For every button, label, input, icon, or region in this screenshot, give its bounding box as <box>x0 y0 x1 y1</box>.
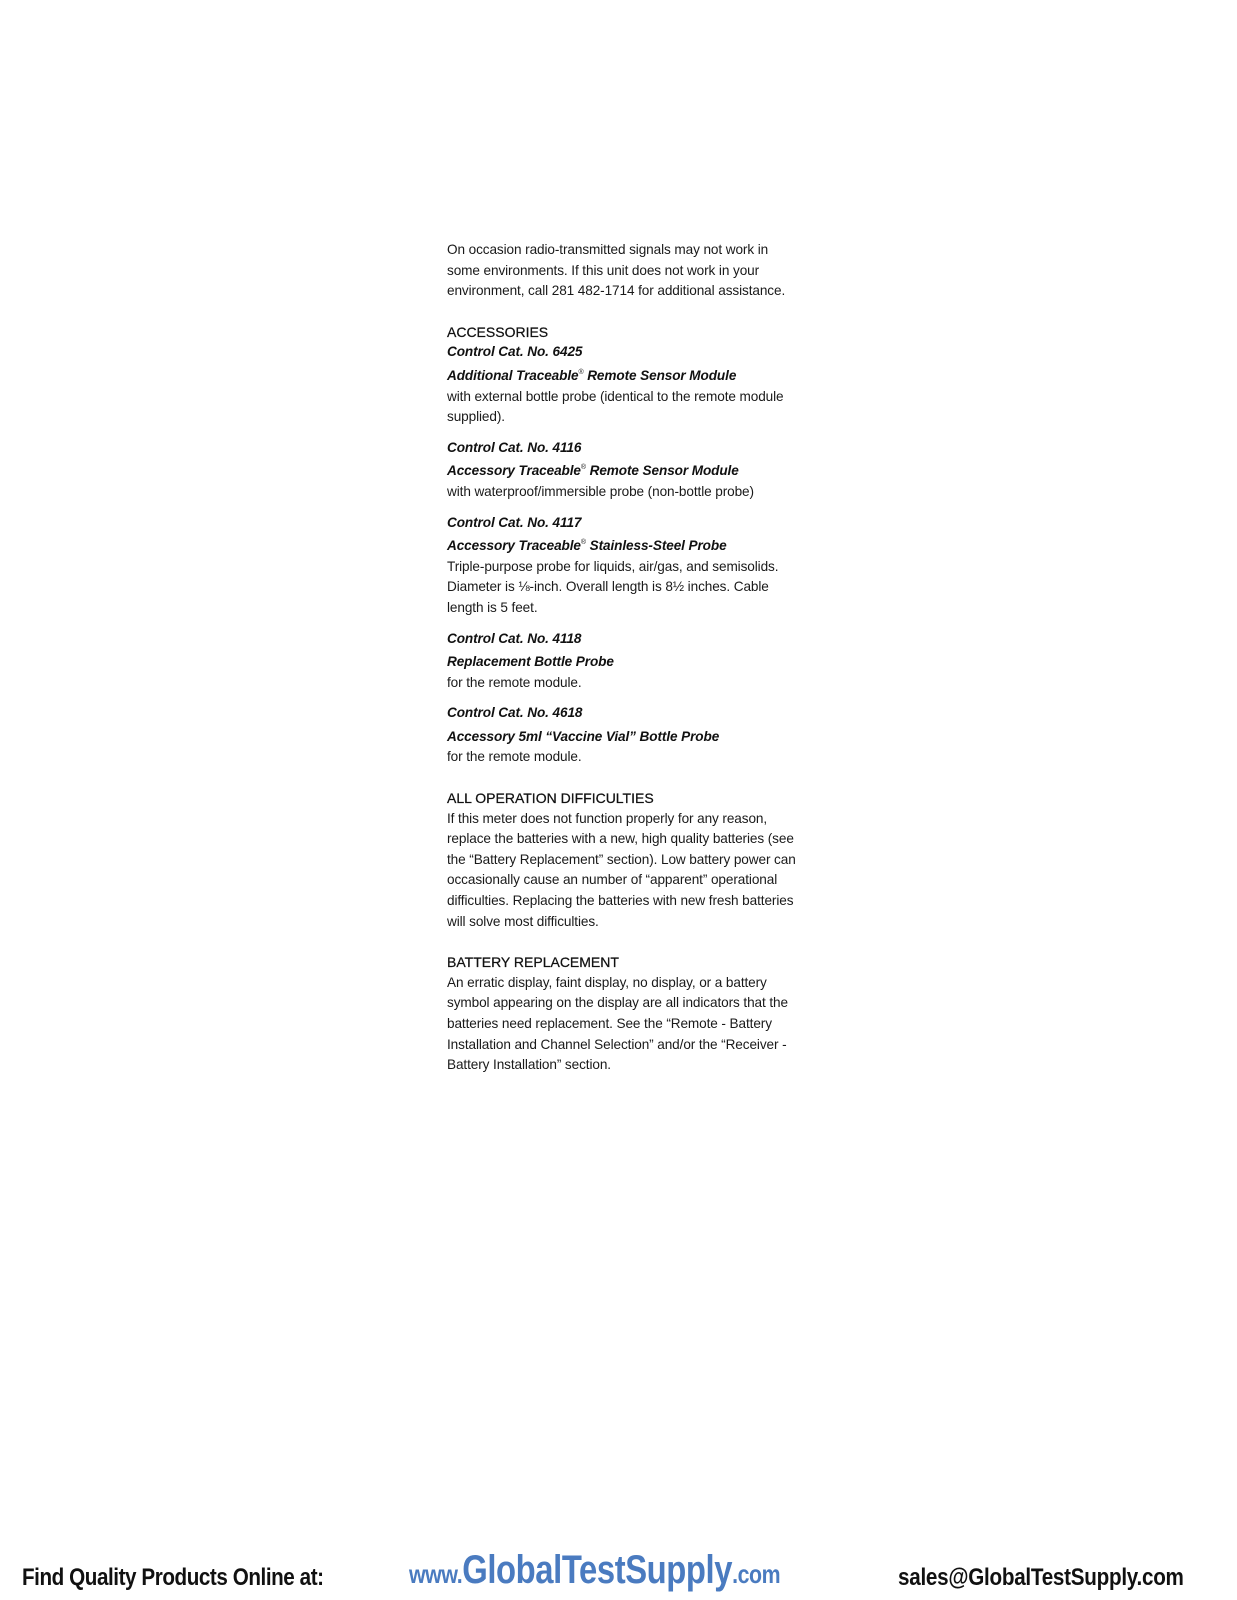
accessory-title: Accessory 5ml “Vaccine Vial” Bottle Probe <box>447 728 720 744</box>
url-prefix: www. <box>409 1559 463 1589</box>
accessory-cat-number: Control Cat. No. 4118 <box>447 630 582 646</box>
accessory-item <box>447 438 797 503</box>
accessory-cat-number: Control Cat. No. 6425 <box>447 344 583 360</box>
accessory-cat-number: Control Cat. No. 4117 <box>447 514 582 530</box>
accessory-item <box>447 342 797 427</box>
accessory-cat-number: Control Cat. No. 4618 <box>447 705 583 721</box>
accessory-cat-number: Control Cat. No. 4116 <box>447 439 582 455</box>
accessory-title: Replacement Bottle Probe <box>447 654 614 670</box>
accessory-description: for the remote module. <box>447 749 582 765</box>
url-suffix: .com <box>732 1559 781 1589</box>
content-column <box>447 240 797 1076</box>
accessory-description: with waterproof/immersible probe (non-bottle probe) <box>447 483 754 499</box>
accessory-title: Accessory Traceable® Remote Sensor Module <box>447 463 739 479</box>
accessory-item <box>447 703 797 768</box>
website-link[interactable] <box>409 1548 780 1593</box>
accessory-description: for the remote module. <box>447 674 582 690</box>
registered-mark: ® <box>578 368 584 376</box>
accessory-description: Triple-purpose probe for liquids, air/gas, and semisolids. Diameter is ⅛-inch. Overall length is 8½ inches. Cable length is 5 feet. <box>447 558 779 615</box>
intro-paragraph: On occasion radio-transmitted signals may not work in some environments. If this unit does not work in your environment, call 281 482-1714 for additional assistance. <box>447 242 786 299</box>
battery-section <box>447 952 797 1076</box>
accessories-section <box>447 322 797 768</box>
battery-heading: BATTERY REPLACEMENT <box>447 954 619 971</box>
registered-mark: ® <box>580 464 586 472</box>
difficulties-heading: ALL OPERATION DIFFICULTIES <box>447 790 654 807</box>
footer-bar <box>0 1548 1237 1594</box>
url-brand: GlobalTestSupply <box>462 1548 733 1592</box>
difficulties-section <box>447 788 797 932</box>
accessory-item <box>447 629 797 694</box>
accessories-heading: ACCESSORIES <box>447 323 549 340</box>
accessory-item <box>447 513 797 619</box>
accessory-title: Additional Traceable® Remote Sensor Module <box>447 367 737 383</box>
accessory-title: Accessory Traceable® Stainless-Steel Probe <box>447 538 727 554</box>
accessory-description: with external bottle probe (identical to the remote module supplied). <box>447 388 784 425</box>
footer-tagline: Find Quality Products Online at: <box>22 1564 324 1591</box>
email-link[interactable]: sales@GlobalTestSupply.com <box>898 1564 1184 1591</box>
registered-mark: ® <box>580 539 586 547</box>
battery-body: An erratic display, faint display, no display, or a battery symbol appearing on the display are all indicators that the batteries need replacement. See the “Remote - Battery Installation and Channel Selection” and/or the “Receiver - Battery Installation” section. <box>447 974 788 1073</box>
difficulties-body: If this meter does not function properly for any reason, replace the batteries with a new, high quality batteries (see the “Battery Replacement” section). Low battery power can occasionally cause an number of “apparent” operational difficulties. Replacing the batteries with new fresh batteries will solve most difficulties. <box>447 810 796 929</box>
